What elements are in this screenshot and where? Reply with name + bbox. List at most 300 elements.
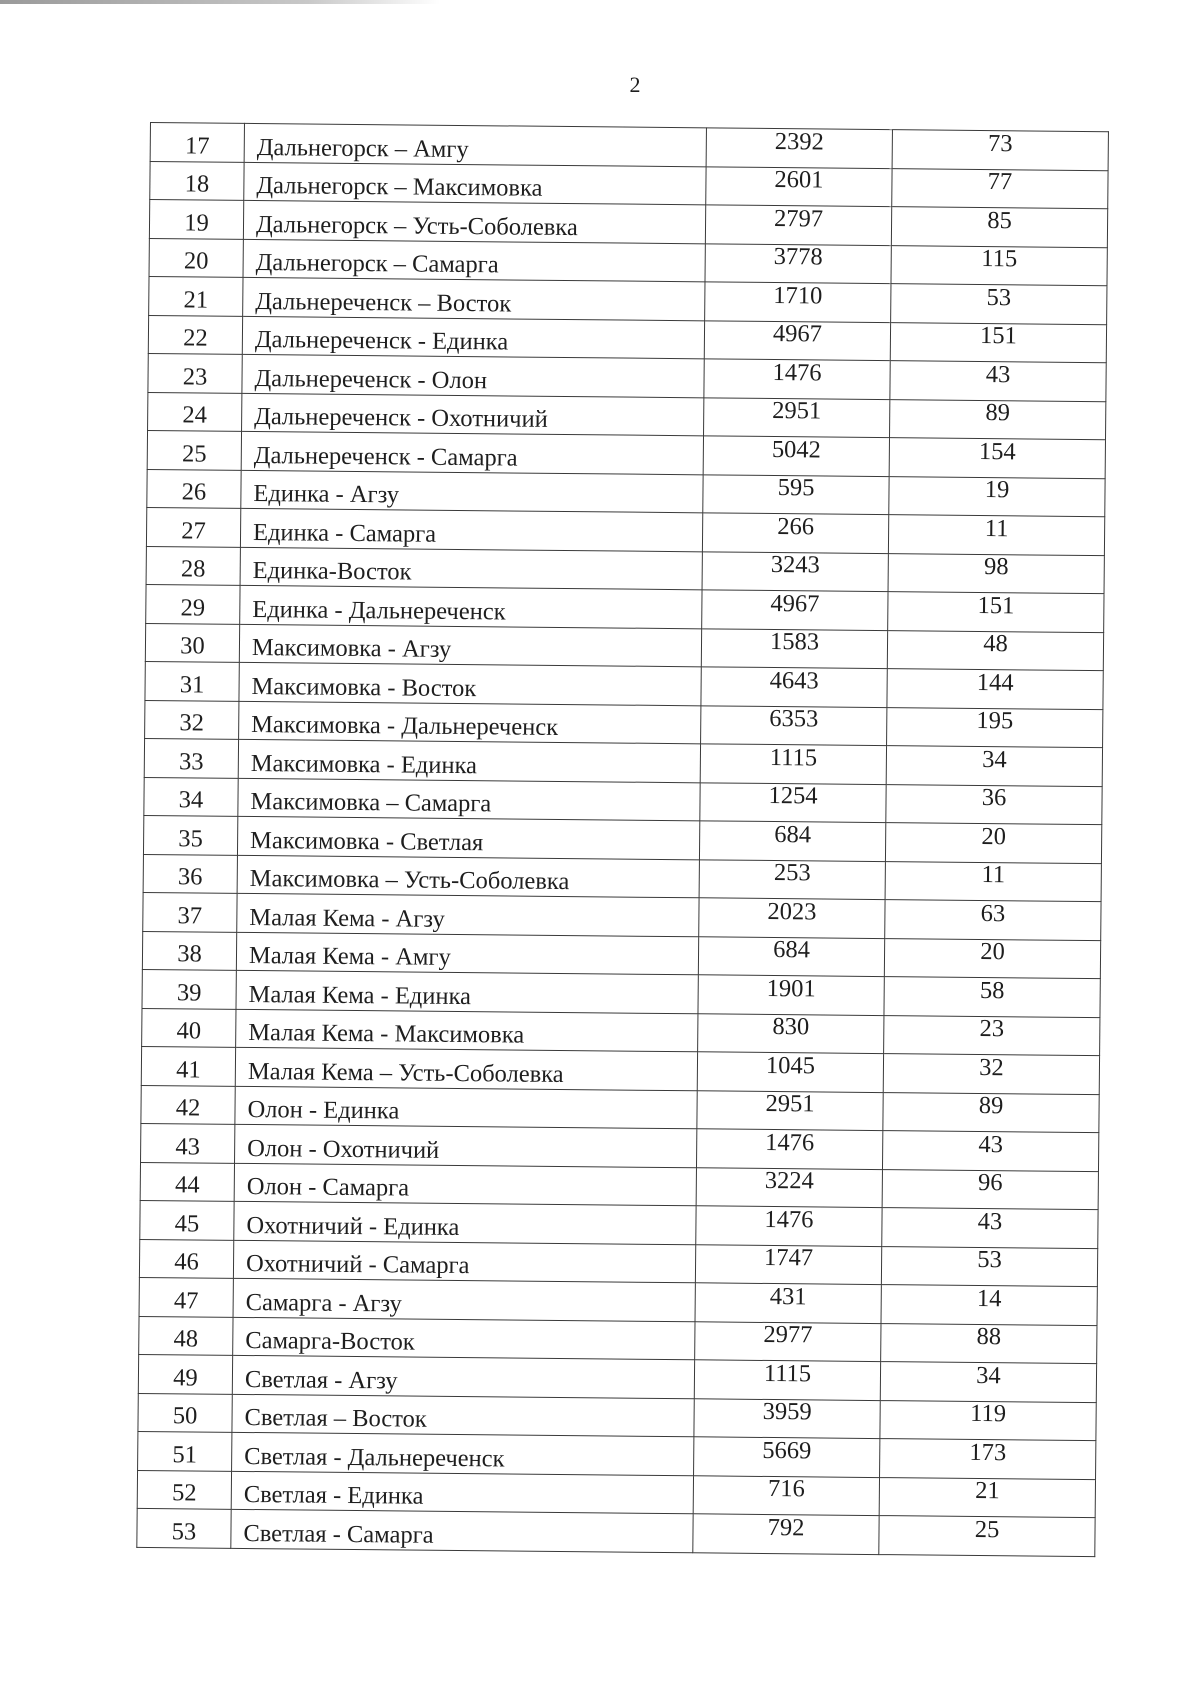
value-b-cell xyxy=(887,630,1103,671)
value-b-cell-text: 88 xyxy=(976,1322,1002,1351)
row-number-cell xyxy=(146,507,240,546)
route-name-cell xyxy=(242,354,704,397)
value-a-cell xyxy=(694,1360,880,1400)
value-b-cell-text: 14 xyxy=(976,1284,1002,1312)
value-b-cell-text: 115 xyxy=(981,244,1018,273)
value-b-cell xyxy=(885,900,1101,941)
value-b-cell xyxy=(884,1015,1100,1056)
value-b-cell xyxy=(889,438,1105,479)
value-a-cell xyxy=(701,705,887,745)
value-b-cell xyxy=(884,938,1100,979)
value-b-cell-text: 85 xyxy=(987,206,1012,234)
value-a-cell xyxy=(701,628,887,668)
route-name-cell xyxy=(241,431,703,474)
value-b-cell xyxy=(886,746,1102,787)
value-b-cell xyxy=(885,861,1101,902)
route-name-cell-text: Самарга-Восток xyxy=(245,1326,415,1356)
value-b-cell xyxy=(890,361,1106,402)
row-number-cell-text: 25 xyxy=(181,439,207,468)
value-a-cell xyxy=(706,166,892,206)
value-a-cell xyxy=(697,1090,883,1130)
value-b-cell xyxy=(890,399,1106,440)
route-name-cell-text: Светлая - Самарга xyxy=(243,1519,434,1549)
value-a-cell-text: 684 xyxy=(773,936,811,964)
route-name-cell-text: Единка - Самарга xyxy=(252,518,437,548)
route-name-cell xyxy=(240,508,702,551)
route-name-cell xyxy=(244,123,706,166)
row-number-cell xyxy=(142,931,236,970)
value-b-cell xyxy=(882,1169,1098,1210)
value-a-cell-text: 431 xyxy=(769,1282,807,1310)
row-number-cell-text: 38 xyxy=(177,940,202,968)
value-a-cell xyxy=(693,1514,879,1554)
route-name-cell-text: Светлая - Единка xyxy=(243,1480,424,1510)
value-b-cell-text: 21 xyxy=(975,1476,1000,1505)
route-name-cell-text: Малая Кема - Амгу xyxy=(248,941,451,971)
value-a-cell-text: 595 xyxy=(777,474,815,502)
value-a-cell-text: 1476 xyxy=(765,1128,815,1156)
row-number-cell-text: 22 xyxy=(183,324,208,352)
value-a-cell-text: 2392 xyxy=(774,127,824,155)
value-a-cell xyxy=(703,436,889,476)
value-a-cell-text: 684 xyxy=(774,820,812,848)
row-number-cell-text: 23 xyxy=(182,362,208,391)
value-a-cell-text: 716 xyxy=(767,1474,805,1503)
row-number-cell-text: 26 xyxy=(181,478,207,506)
row-number-cell xyxy=(139,1316,233,1355)
value-a-cell xyxy=(695,1283,881,1323)
value-a-cell-text: 2951 xyxy=(772,396,822,425)
route-name-cell xyxy=(232,1394,694,1437)
row-number-cell xyxy=(149,238,243,277)
row-number-cell xyxy=(147,469,241,508)
value-a-cell xyxy=(705,243,891,283)
value-a-cell-text: 6353 xyxy=(769,704,819,733)
route-name-cell xyxy=(233,1278,695,1321)
value-a-cell xyxy=(700,782,886,822)
value-a-cell-text: 1901 xyxy=(766,974,816,1002)
value-b-cell xyxy=(882,1131,1098,1172)
route-name-cell xyxy=(242,393,704,436)
value-b-cell-text: 36 xyxy=(981,784,1007,812)
value-a-cell xyxy=(701,667,887,707)
value-b-cell-text: 32 xyxy=(979,1053,1004,1081)
value-b-cell xyxy=(888,553,1104,594)
value-a-cell-text: 1115 xyxy=(763,1359,812,1387)
value-a-cell-text: 253 xyxy=(773,859,811,887)
value-b-cell-text: 89 xyxy=(985,399,1011,427)
value-b-cell-text: 48 xyxy=(983,630,1008,658)
route-name-cell-text: Единка - Дальнереченск xyxy=(252,595,506,625)
value-a-cell-text: 3959 xyxy=(762,1397,812,1426)
page-number: 2 xyxy=(629,72,641,97)
value-a-cell-text: 3778 xyxy=(773,242,823,271)
value-a-cell xyxy=(697,1052,883,1092)
row-number-cell xyxy=(146,546,240,585)
row-number-cell-text: 24 xyxy=(182,401,208,429)
value-b-cell-text: 23 xyxy=(979,1015,1005,1043)
row-number-cell xyxy=(137,1470,231,1509)
row-number-cell-text: 29 xyxy=(180,593,206,622)
route-name-cell-text: Светлая – Восток xyxy=(244,1403,427,1433)
value-b-cell xyxy=(890,322,1106,363)
row-number-cell-text: 31 xyxy=(179,670,205,699)
value-b-cell xyxy=(892,130,1108,171)
row-number-cell xyxy=(147,430,241,469)
value-a-cell-text: 1583 xyxy=(769,627,820,656)
value-b-cell-text: 43 xyxy=(978,1130,1004,1158)
value-a-cell xyxy=(699,821,885,861)
value-b-cell xyxy=(891,207,1107,248)
route-name-cell xyxy=(237,893,699,936)
route-name-cell-text: Малая Кема - Агзу xyxy=(249,903,445,933)
route-name-cell-text: Единка-Восток xyxy=(252,557,412,586)
value-a-cell xyxy=(694,1398,880,1438)
route-name-cell xyxy=(243,200,705,243)
value-a-cell xyxy=(694,1437,880,1477)
row-number-cell xyxy=(146,584,240,623)
route-name-cell-text: Светлая - Агзу xyxy=(244,1365,398,1394)
value-a-cell xyxy=(696,1206,882,1246)
value-a-cell xyxy=(702,513,888,553)
route-name-cell xyxy=(239,624,701,667)
value-a-cell-text: 2977 xyxy=(763,1320,813,1349)
route-name-cell xyxy=(242,316,704,359)
value-b-cell-text: 34 xyxy=(976,1361,1001,1389)
route-name-cell xyxy=(232,1355,694,1398)
scan-edge-artifact xyxy=(0,0,440,4)
route-name-cell-text: Светлая - Дальнереченск xyxy=(244,1442,505,1472)
value-b-cell-text: 20 xyxy=(981,822,1007,850)
row-number-cell-text: 28 xyxy=(180,555,206,583)
route-name-cell xyxy=(236,932,698,975)
row-number-cell-text: 30 xyxy=(180,632,205,660)
value-a-cell-text: 1115 xyxy=(769,743,818,771)
route-name-cell xyxy=(244,162,706,205)
row-number-cell-text: 53 xyxy=(171,1517,197,1546)
value-b-cell xyxy=(880,1362,1096,1403)
routes-table-body xyxy=(137,123,1109,1557)
route-name-cell-text: Малая Кема - Максимовка xyxy=(248,1018,525,1049)
value-a-cell-text: 4643 xyxy=(769,666,819,694)
row-number-cell-text: 36 xyxy=(177,863,203,891)
row-number-cell-text: 47 xyxy=(173,1286,199,1315)
row-number-cell-text: 50 xyxy=(172,1402,198,1430)
route-name-cell xyxy=(237,855,699,898)
route-name-cell xyxy=(233,1240,695,1283)
value-b-cell xyxy=(884,977,1100,1018)
route-name-cell-text: Максимовка - Светлая xyxy=(249,826,484,856)
route-name-cell-text: Малая Кема - Единка xyxy=(248,980,472,1010)
value-b-cell xyxy=(881,1246,1097,1287)
value-b-cell-text: 195 xyxy=(976,706,1014,735)
row-number-cell xyxy=(149,276,243,315)
value-a-cell-text: 1254 xyxy=(768,781,818,810)
value-b-cell-text: 11 xyxy=(984,514,1009,542)
row-number-cell-text: 35 xyxy=(178,824,204,853)
row-number-cell-text: 46 xyxy=(174,1248,199,1276)
row-number-cell xyxy=(144,777,238,816)
value-a-cell-text: 2023 xyxy=(767,897,817,925)
value-b-cell-text: 73 xyxy=(987,129,1013,157)
row-number-cell xyxy=(143,815,237,854)
value-a-cell xyxy=(699,898,885,938)
value-a-cell-text: 2797 xyxy=(773,204,824,232)
row-number-cell xyxy=(145,700,239,739)
row-number-cell xyxy=(143,854,237,893)
value-a-cell xyxy=(698,1013,884,1053)
value-b-cell-text: 77 xyxy=(987,168,1013,196)
route-name-cell-text: Охотничий - Единка xyxy=(246,1211,460,1241)
route-name-cell xyxy=(237,816,699,859)
row-number-cell xyxy=(140,1162,234,1201)
value-b-cell-text: 154 xyxy=(978,437,1016,465)
route-name-cell xyxy=(232,1432,694,1475)
route-name-cell xyxy=(240,585,702,628)
row-number-cell xyxy=(138,1393,232,1432)
row-number-cell-text: 17 xyxy=(184,131,210,160)
route-name-cell xyxy=(240,547,702,590)
row-number-cell xyxy=(148,392,242,431)
route-name-cell-text: Малая Кема – Усть-Соболевка xyxy=(247,1057,564,1088)
route-name-cell-text: Олон - Самарга xyxy=(246,1172,410,1202)
value-a-cell xyxy=(704,320,890,360)
route-name-cell-text: Дальнегорск – Амгу xyxy=(256,133,469,163)
row-number-cell-text: 18 xyxy=(184,170,210,198)
row-number-cell-text: 33 xyxy=(178,747,204,776)
row-number-cell xyxy=(138,1354,232,1393)
value-b-cell xyxy=(882,1208,1098,1249)
value-b-cell xyxy=(888,515,1104,556)
value-b-cell-text: 89 xyxy=(978,1092,1004,1120)
route-name-cell xyxy=(236,970,698,1013)
row-number-cell-text: 51 xyxy=(172,1440,198,1469)
value-b-cell-text: 96 xyxy=(977,1168,1003,1197)
value-a-cell-text: 1710 xyxy=(773,281,823,309)
value-b-cell xyxy=(883,1054,1099,1095)
value-b-cell-text: 43 xyxy=(977,1207,1003,1235)
value-a-cell xyxy=(695,1321,881,1361)
route-name-cell xyxy=(243,239,705,282)
row-number-cell xyxy=(148,353,242,392)
value-b-cell xyxy=(889,476,1105,517)
value-b-cell xyxy=(880,1400,1096,1441)
value-a-cell xyxy=(702,590,888,630)
value-a-cell-text: 2601 xyxy=(774,165,824,194)
value-b-cell xyxy=(881,1285,1097,1326)
row-number-cell-text: 19 xyxy=(184,208,209,237)
value-b-cell xyxy=(879,1516,1095,1557)
value-a-cell-text: 830 xyxy=(772,1013,810,1041)
route-name-cell-text: Дальнереченск – Восток xyxy=(255,287,512,317)
row-number-cell-text: 37 xyxy=(177,901,203,930)
route-name-cell xyxy=(235,1124,697,1167)
value-b-cell xyxy=(879,1477,1095,1518)
value-b-cell-text: 53 xyxy=(986,283,1012,311)
value-a-cell xyxy=(705,282,891,322)
row-number-cell-text: 45 xyxy=(174,1209,200,1238)
value-b-cell-text: 34 xyxy=(982,745,1007,773)
value-a-cell-text: 1476 xyxy=(764,1205,814,1233)
value-b-cell-text: 25 xyxy=(974,1515,1000,1543)
value-a-cell xyxy=(700,744,886,784)
value-b-cell-text: 119 xyxy=(970,1399,1007,1428)
value-b-cell xyxy=(881,1323,1097,1364)
route-name-cell xyxy=(235,1047,697,1090)
value-b-cell xyxy=(883,1092,1099,1133)
route-name-cell-text: Дальнегорск – Усть-Соболевка xyxy=(255,210,578,241)
value-a-cell-text: 1747 xyxy=(763,1243,814,1272)
row-number-cell-text: 48 xyxy=(173,1325,199,1353)
value-b-cell-text: 151 xyxy=(979,321,1017,350)
row-number-cell-text: 43 xyxy=(175,1132,201,1161)
row-number-cell xyxy=(143,892,237,931)
value-a-cell-text: 1045 xyxy=(765,1051,816,1079)
row-number-cell xyxy=(142,1008,236,1047)
route-name-cell xyxy=(239,662,701,705)
value-b-cell-text: 53 xyxy=(977,1245,1002,1274)
route-name-cell-text: Олон - Охотничий xyxy=(247,1134,440,1164)
row-number-cell-text: 49 xyxy=(173,1363,198,1392)
value-b-cell xyxy=(887,707,1103,748)
value-b-cell-text: 151 xyxy=(977,591,1015,619)
route-name-cell xyxy=(233,1317,695,1360)
route-name-cell xyxy=(235,1086,697,1129)
value-a-cell-text: 4967 xyxy=(772,319,823,348)
row-number-cell xyxy=(137,1508,231,1547)
value-a-cell-text: 2951 xyxy=(765,1089,815,1118)
route-name-cell-text: Дальнереченск - Олон xyxy=(254,364,488,394)
value-a-cell-text: 792 xyxy=(767,1513,805,1541)
row-number-cell xyxy=(141,1085,235,1124)
route-name-cell-text: Олон - Единка xyxy=(247,1095,400,1125)
row-number-cell-text: 27 xyxy=(181,516,206,545)
value-b-cell xyxy=(887,669,1103,710)
row-number-cell-text: 52 xyxy=(171,1479,197,1507)
route-name-cell xyxy=(239,701,701,744)
row-number-cell xyxy=(142,969,236,1008)
row-number-cell-text: 44 xyxy=(174,1171,200,1199)
value-b-cell-text: 144 xyxy=(976,668,1014,696)
value-a-cell xyxy=(702,551,888,591)
route-name-cell xyxy=(234,1201,696,1244)
route-name-cell xyxy=(238,778,700,821)
value-a-cell xyxy=(699,859,885,899)
value-b-cell xyxy=(891,284,1107,325)
route-name-cell-text: Дальнереченск - Единка xyxy=(254,326,509,356)
value-a-cell xyxy=(698,936,884,976)
route-name-cell-text: Единка - Агзу xyxy=(253,480,400,509)
row-number-cell-text: 20 xyxy=(183,247,209,275)
row-number-cell xyxy=(149,200,243,239)
row-number-cell xyxy=(145,623,239,662)
value-a-cell xyxy=(704,397,890,437)
value-a-cell xyxy=(703,474,889,514)
value-b-cell-text: 63 xyxy=(980,899,1006,927)
value-b-cell-text: 19 xyxy=(984,476,1010,504)
row-number-cell-text: 32 xyxy=(179,709,205,737)
table-row xyxy=(137,1508,1095,1556)
route-name-cell-text: Максимовка – Усть-Соболевка xyxy=(249,864,570,896)
route-name-cell xyxy=(238,739,700,782)
row-number-cell xyxy=(141,1046,235,1085)
value-a-cell-text: 5042 xyxy=(771,435,822,463)
route-name-cell xyxy=(231,1471,693,1514)
route-name-cell-text: Охотничий - Самарга xyxy=(245,1249,470,1280)
value-b-cell xyxy=(892,168,1108,209)
route-name-cell-text: Максимовка - Агзу xyxy=(251,634,452,663)
value-a-cell-text: 1476 xyxy=(772,358,822,386)
route-name-cell xyxy=(231,1509,693,1552)
value-b-cell-text: 58 xyxy=(979,976,1005,1004)
value-b-cell-text: 43 xyxy=(985,360,1011,388)
value-b-cell-text: 173 xyxy=(969,1438,1007,1466)
value-b-cell-text: 20 xyxy=(980,938,1005,966)
row-number-cell xyxy=(144,738,238,777)
row-number-cell xyxy=(150,161,244,200)
value-b-cell xyxy=(888,592,1104,633)
route-name-cell-text: Максимовка – Самарга xyxy=(250,787,492,818)
value-a-cell-text: 3243 xyxy=(770,550,820,579)
route-name-cell-text: Максимовка - Дальнереченск xyxy=(251,711,559,741)
route-name-cell-text: Максимовка - Восток xyxy=(251,672,477,702)
value-a-cell-text: 3224 xyxy=(764,1166,814,1195)
value-b-cell xyxy=(885,823,1101,864)
value-b-cell-text: 11 xyxy=(981,861,1006,889)
route-name-cell xyxy=(241,470,703,513)
row-number-cell-text: 39 xyxy=(176,978,202,1007)
route-name-cell-text: Самарга - Агзу xyxy=(245,1288,402,1317)
value-a-cell xyxy=(696,1167,882,1207)
route-name-cell-text: Дальнегорск – Самарга xyxy=(255,249,499,279)
row-number-cell-text: 41 xyxy=(176,1055,201,1084)
row-number-cell xyxy=(148,315,242,354)
value-a-cell-text: 266 xyxy=(777,512,815,540)
row-number-cell xyxy=(138,1431,232,1470)
value-a-cell-text: 4967 xyxy=(770,589,820,617)
value-b-cell xyxy=(891,245,1107,286)
value-a-cell xyxy=(704,359,890,399)
value-a-cell xyxy=(696,1129,882,1169)
row-number-cell xyxy=(139,1277,233,1316)
row-number-cell xyxy=(145,661,239,700)
row-number-cell xyxy=(150,123,244,162)
value-b-cell xyxy=(886,784,1102,825)
route-name-cell-text: Максимовка - Единка xyxy=(250,749,478,779)
row-number-cell xyxy=(139,1239,233,1278)
value-a-cell xyxy=(705,205,891,245)
value-b-cell xyxy=(880,1439,1096,1480)
row-number-cell-text: 34 xyxy=(178,786,204,814)
route-name-cell xyxy=(234,1163,696,1206)
route-name-cell-text: Дальнереченск - Самарга xyxy=(253,441,518,472)
row-number-cell-text: 40 xyxy=(176,1017,202,1045)
route-name-cell-text: Дальнереченск - Охотничий xyxy=(254,403,548,433)
row-number-cell-text: 42 xyxy=(175,1094,201,1122)
value-a-cell xyxy=(698,975,884,1015)
row-number-cell xyxy=(141,1123,235,1162)
value-a-cell-text: 5669 xyxy=(762,1436,812,1464)
row-number-cell-text: 21 xyxy=(183,285,209,314)
value-a-cell xyxy=(706,128,892,168)
row-number-cell xyxy=(140,1200,234,1239)
route-name-cell-text: Дальнегорск – Максимовка xyxy=(256,172,543,202)
value-a-cell xyxy=(695,1244,881,1284)
route-name-cell xyxy=(236,1009,698,1052)
route-name-cell xyxy=(243,277,705,320)
value-a-cell xyxy=(693,1475,879,1515)
value-b-cell-text: 98 xyxy=(983,553,1009,581)
